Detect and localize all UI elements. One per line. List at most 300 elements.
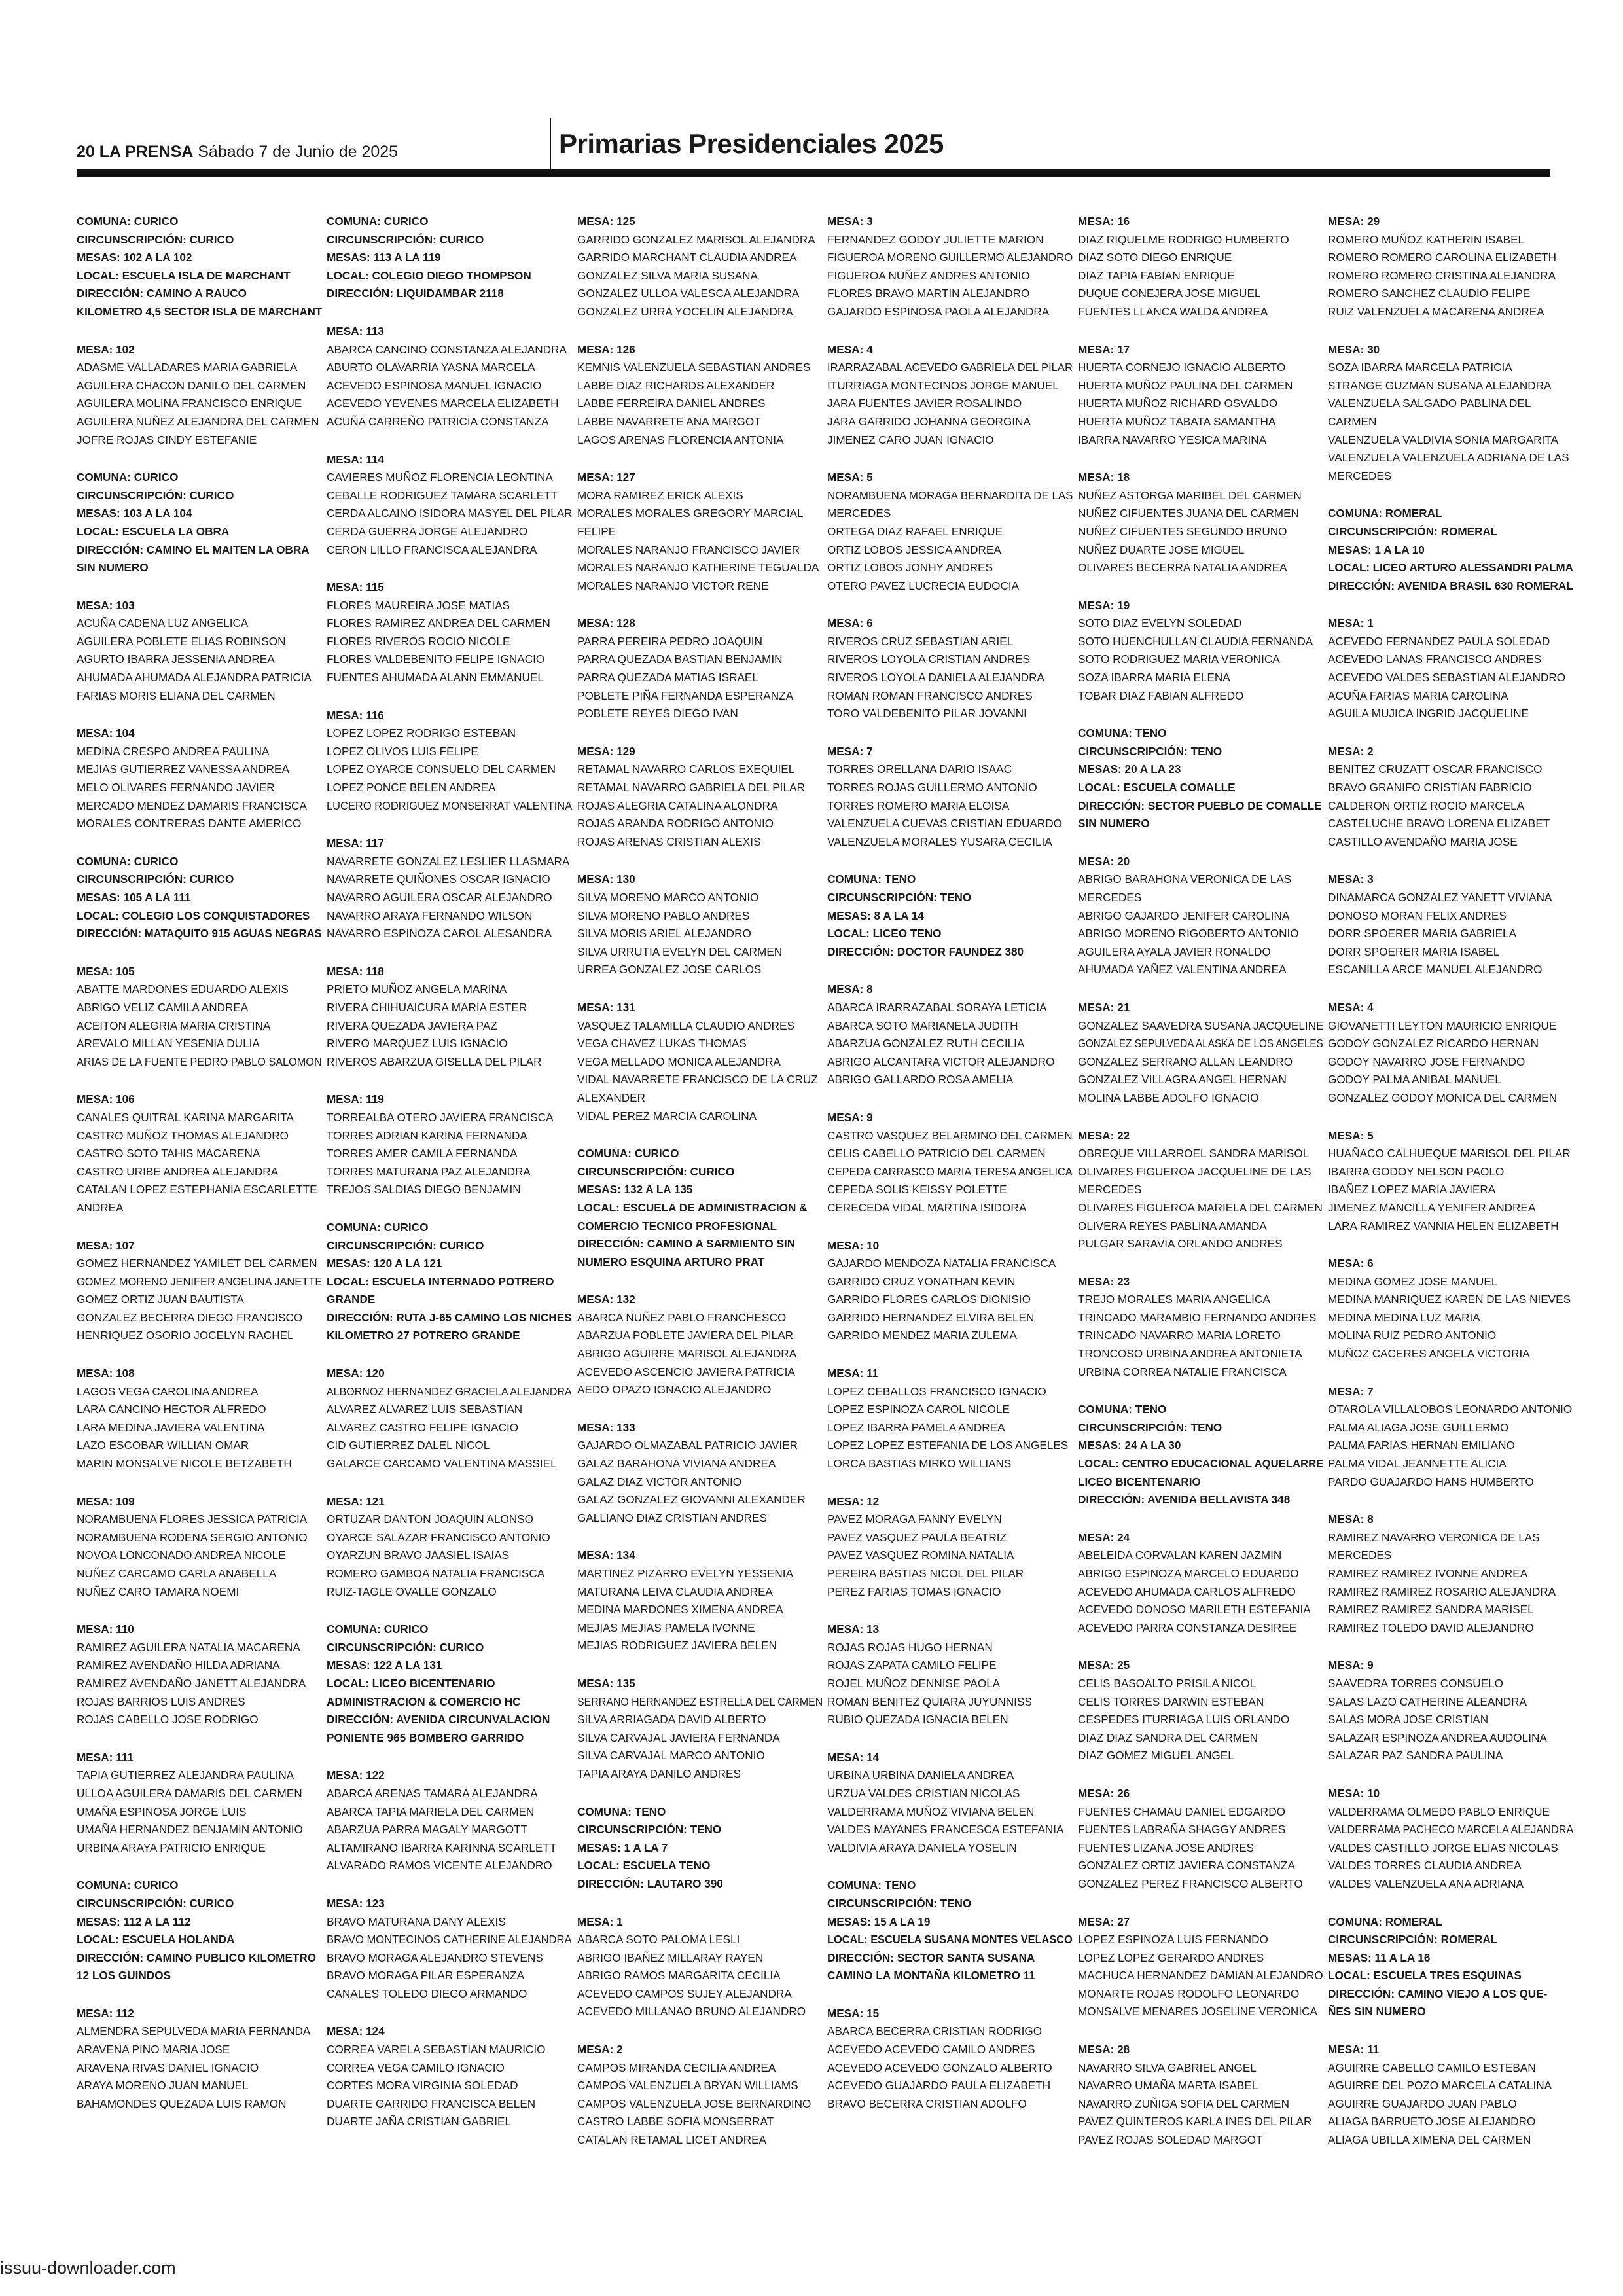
vocal-name: GARRIDO MARCHANT CLAUDIA ANDREA xyxy=(577,251,797,264)
mesa-block xyxy=(1078,1657,1327,1765)
vocal-name: FUENTES CHAMAU DANIEL EDGARDO xyxy=(1077,1804,1285,1818)
mesa-title: MESA: 2 xyxy=(577,2043,623,2056)
vocal-name: GARRIDO HERNANDEZ ELVIRA BELEN xyxy=(827,1310,1035,1324)
location-line: DIRECCIÓN: SECTOR PUEBLO DE COMALLE xyxy=(1077,798,1322,812)
vocal-name: PARRA PEREIRA PEDRO JOAQUIN xyxy=(577,634,762,648)
location-line: MESAS: 20 A LA 23 xyxy=(1077,762,1181,776)
location-line: MESAS: 105 A LA 111 xyxy=(77,891,191,904)
vocal-name: ABRIGO RAMOS MARGARITA CECILIA xyxy=(577,1969,781,1982)
vocal-name: ALIAGA UBILLA XIMENA DEL CARMEN xyxy=(1327,2133,1531,2147)
vocal-name: GALAZ BARAHONA VIVIANA ANDREA xyxy=(577,1457,776,1471)
vocal-name: ANDREA xyxy=(77,1200,124,1214)
location-line: DIRECCIÓN: SECTOR SANTA SUSANA xyxy=(827,1950,1035,1964)
mesa-block xyxy=(577,999,826,1125)
vocal-name: VASQUEZ TALAMILLA CLAUDIO ANDRES xyxy=(577,1018,794,1032)
mesa-block xyxy=(1078,853,1327,979)
vocal-name: MEDINA GOMEZ JOSE MANUEL xyxy=(1327,1274,1498,1288)
location-line: DIRECCIÓN: LIQUIDAMBAR 2118 xyxy=(327,287,505,300)
mesa-block xyxy=(327,963,575,1071)
location-line: DIRECCIÓN: RUTA J-65 CAMINO LOS NICHES xyxy=(327,1310,572,1324)
vocal-name: ACEVEDO PARRA CONSTANZA DESIREE xyxy=(1077,1621,1296,1634)
vocal-name: PARRA QUEZADA BASTIAN BENJAMIN xyxy=(577,653,783,666)
mesa-title: MESA: 13 xyxy=(827,1623,880,1636)
vocal-name: ABELEIDA CORVALAN KAREN JAZMIN xyxy=(1077,1549,1281,1562)
vocal-name: HENRIQUEZ OSORIO JOCELYN RACHEL xyxy=(77,1329,294,1342)
vocal-name: LARA CANCINO HECTOR ALFREDO xyxy=(77,1403,266,1416)
location-line: SIN NUMERO xyxy=(77,561,149,575)
vocal-name: ROJAS ARANDA RODRIGO ANTONIO xyxy=(577,817,774,831)
mesa-block xyxy=(1328,743,1577,852)
vocal-name: CASTELUCHE BRAVO LORENA ELIZABET xyxy=(1327,817,1550,831)
vocal-name: VALDES TORRES CLAUDIA ANDREA xyxy=(1327,1859,1522,1873)
vocal-name: ACEVEDO GUAJARDO PAULA ELIZABETH xyxy=(827,2079,1051,2092)
mesa-block xyxy=(327,451,575,560)
vocal-name: HUERTA CORNEJO IGNACIO ALBERTO xyxy=(1077,361,1285,374)
vocal-name: ACEVEDO AHUMADA CARLOS ALFREDO xyxy=(1077,1585,1296,1598)
vocal-name: CAVIERES MUÑOZ FLORENCIA LEONTINA xyxy=(327,471,554,484)
vocal-name: MERCEDES xyxy=(1077,891,1141,904)
mesa-block xyxy=(1078,1273,1327,1382)
location-line: COMUNA: CURICO xyxy=(327,1220,429,1234)
publication-date: Sábado 7 de Junio de 2025 xyxy=(198,143,399,161)
vocal-name: FELIPE xyxy=(577,524,616,538)
location-line: LOCAL: ESCUELA COMALLE xyxy=(1077,781,1236,795)
mesa-block xyxy=(827,1493,1076,1602)
mesa-block xyxy=(1328,1255,1577,1363)
mesa-title: MESA: 9 xyxy=(1327,1659,1374,1672)
mesa-title: MESA: 114 xyxy=(327,452,385,466)
mesa-title: MESA: 5 xyxy=(1327,1128,1374,1142)
vocal-name: GIOVANETTI LEYTON MAURICIO ENRIQUE xyxy=(1327,1018,1557,1032)
vocal-name: SAAVEDRA TORRES CONSUELO xyxy=(1327,1676,1504,1690)
vocal-name: PAVEZ QUINTEROS KARLA INES DEL PILAR xyxy=(1077,2115,1311,2128)
vocal-name: ROMERO ROMERO CAROLINA ELIZABETH xyxy=(1327,251,1557,264)
vocal-name: MACHUCA HERNANDEZ DAMIAN ALEJANDRO xyxy=(1077,1969,1323,1982)
location-line: CIRCUNSCRIPCIÓN: CURICO xyxy=(77,872,234,886)
location-line: MESAS: 120 A LA 121 xyxy=(327,1257,442,1270)
mesa-block xyxy=(1078,1785,1327,1893)
vocal-name: ROJAS ZAPATA CAMILO FELIPE xyxy=(827,1659,997,1672)
location-line: MESAS: 132 A LA 135 xyxy=(577,1183,693,1196)
vocal-name: CATALAN LOPEZ ESTEPHANIA ESCARLETTE xyxy=(77,1183,317,1196)
vocal-name: MONARTE ROJAS RODOLFO LEONARDO xyxy=(1077,1986,1299,2000)
vocal-name: ABARZUA POBLETE JAVIERA DEL PILAR xyxy=(577,1329,793,1342)
mesa-block xyxy=(1328,1657,1577,1765)
location-line: LOCAL: ESCUELA TRES ESQUINAS xyxy=(1327,1969,1522,1982)
column-4 xyxy=(827,213,1076,2176)
vocal-name: NUÑEZ CIFUENTES JUANA DEL CARMEN xyxy=(1077,507,1299,520)
mesa-block xyxy=(1328,615,1577,723)
location-line: ÑES SIN NUMERO xyxy=(1327,2005,1426,2018)
vocal-name: AREVALO MILLAN YESENIA DULIA xyxy=(77,1037,260,1050)
vocal-name: CERECEDA VIDAL MARTINA ISIDORA xyxy=(827,1200,1027,1214)
vocal-name: ABRIGO GAJARDO JENIFER CAROLINA xyxy=(1077,908,1289,922)
vocal-name: IBAÑEZ LOPEZ MARIA JAVIERA xyxy=(1327,1183,1496,1196)
vocal-name: ABARCA ARENAS TAMARA ALEJANDRA xyxy=(327,1786,539,1800)
mesa-title: MESA: 3 xyxy=(1327,872,1374,886)
vocal-name: FUENTES LIZANA JOSE ANDRES xyxy=(1077,1840,1254,1854)
vocal-name: ABRIGO ESPINOZA MARCELO EDUARDO xyxy=(1077,1567,1299,1580)
vocal-name: DIAZ GOMEZ MIGUEL ANGEL xyxy=(1077,1749,1234,1763)
location-line: DIRECCIÓN: CAMINO PUBLICO KILOMETRO xyxy=(77,1950,317,1964)
vocal-name: RETAMAL NAVARRO CARLOS EXEQUIEL xyxy=(577,762,795,776)
location-line: COMUNA: CURICO xyxy=(327,1623,429,1636)
vocal-name: TREJOS SALDIAS DIEGO BENJAMIN xyxy=(327,1183,522,1196)
mesa-block xyxy=(77,2005,325,2113)
mesa-block xyxy=(1078,213,1327,321)
vocal-name: POBLETE REYES DIEGO IVAN xyxy=(577,707,738,721)
vocal-name: AGURTO IBARRA JESSENIA ANDREA xyxy=(77,653,275,666)
vocal-name: CAMPOS MIRANDA CECILIA ANDREA xyxy=(577,2060,776,2074)
vocal-name: BAHAMONDES QUEZADA LUIS RAMON xyxy=(77,2096,287,2110)
vocal-name: JARA GARRIDO JOHANNA GEORGINA xyxy=(827,414,1031,428)
location-line: CIRCUNSCRIPCIÓN: CURICO xyxy=(77,488,234,502)
vocal-name: PAVEZ VASQUEZ PAULA BEATRIZ xyxy=(827,1530,1007,1544)
vocal-name: ACUÑA CARREÑO PATRICIA CONSTANZA xyxy=(327,414,549,428)
vocal-name: SOTO RODRIGUEZ MARIA VERONICA xyxy=(1077,653,1280,666)
vocal-name: POBLETE PIÑA FERNANDA ESPERANZA xyxy=(577,689,793,702)
vocal-name: TORRES AMER CAMILA FERNANDA xyxy=(327,1147,518,1160)
mesa-block xyxy=(77,597,325,706)
vocal-name: ULLOA AGUILERA DAMARIS DEL CARMEN xyxy=(77,1786,302,1800)
vocal-name: ABRIGO AGUIRRE MARISOL ALEJANDRA xyxy=(577,1347,796,1361)
mesa-block xyxy=(577,1547,826,1655)
mesa-title: MESA: 6 xyxy=(1327,1257,1374,1270)
vocal-name: LOPEZ LOPEZ ESTEFANIA DE LOS ANGELES xyxy=(827,1439,1069,1452)
vocal-name: URBINA URBINA DANIELA ANDREA xyxy=(827,1768,1014,1782)
vocal-name: LOPEZ OLIVOS LUIS FELIPE xyxy=(327,744,479,758)
vocal-name: SILVA ARRIAGADA DAVID ALBERTO xyxy=(577,1713,766,1727)
polling-location-info xyxy=(77,213,325,321)
vocal-name: DUARTE JAÑA CRISTIAN GABRIEL xyxy=(327,2115,512,2128)
mesa-title: MESA: 135 xyxy=(577,1676,635,1690)
vocal-name: LORCA BASTIAS MIRKO WILLIANS xyxy=(827,1457,1012,1471)
vocal-name: SILVA MORENO MARCO ANTONIO xyxy=(577,891,759,904)
mesa-title: MESA: 1 xyxy=(577,1914,623,1928)
location-line: DIRECCIÓN: CAMINO A RAUCO xyxy=(77,287,247,300)
mesa-title: MESA: 111 xyxy=(77,1750,134,1764)
mesa-block xyxy=(1078,1913,1327,2022)
vocal-name: CANALES TOLEDO DIEGO ARMANDO xyxy=(327,1986,527,2000)
vocal-name: URBINA CORREA NATALIE FRANCISCA xyxy=(1077,1365,1287,1378)
vocal-name: ABARCA NUÑEZ PABLO FRANCHESCO xyxy=(577,1310,786,1324)
vocal-name: ARAVENA RIVAS DANIEL IGNACIO xyxy=(77,2060,259,2074)
vocal-name: VALDES MAYANES FRANCESCA ESTEFANIA xyxy=(827,1823,1064,1837)
vocal-name: FIGUEROA MORENO GUILLERMO ALEJANDRO xyxy=(827,251,1073,264)
vocal-name: CARMEN xyxy=(1327,414,1377,428)
vocal-name: MORALES CONTRERAS DANTE AMERICO xyxy=(77,817,302,831)
polling-location-info xyxy=(327,1219,575,1345)
mesa-block xyxy=(827,1365,1076,1473)
vocal-name: ROJAS ROJAS HUGO HERNAN xyxy=(827,1640,993,1654)
vocal-name: RAMIREZ RAMIREZ SANDRA MARISEL xyxy=(1327,1603,1534,1617)
vocal-name: LOPEZ ESPINOZA CAROL NICOLE xyxy=(827,1403,1010,1416)
vocal-name: JIMENEZ MANCILLA YENIFER ANDREA xyxy=(1327,1200,1536,1214)
vocal-name: PAVEZ VASQUEZ ROMINA NATALIA xyxy=(827,1549,1014,1562)
mesa-block xyxy=(827,743,1076,852)
vocal-name: MORA RAMIREZ ERICK ALEXIS xyxy=(577,488,743,502)
vocal-name: ROJAS ARENAS CRISTIAN ALEXIS xyxy=(577,834,761,848)
location-line: COMUNA: CURICO xyxy=(327,215,429,228)
vocal-name: MEJIAS GUTIERREZ VANESSA ANDREA xyxy=(77,762,289,776)
vocal-name: SERRANO HERNANDEZ ESTRELLA DEL CARMEN xyxy=(577,1695,823,1708)
mesa-block xyxy=(77,341,325,450)
vocal-name: VIDAL NAVARRETE FRANCISCO DE LA CRUZ xyxy=(577,1073,818,1086)
watermark: issuu-downloader.com xyxy=(0,2258,176,2278)
mesa-title: MESA: 7 xyxy=(1327,1384,1374,1398)
location-line: LOCAL: ESCUELA INTERNADO POTRERO xyxy=(327,1274,554,1288)
vocal-name: PEREZ FARIAS TOMAS IGNACIO xyxy=(827,1585,1001,1598)
vocal-name: PULGAR SARAVIA ORLANDO ANDRES xyxy=(1077,1237,1283,1251)
vocal-name: LARA MEDINA JAVIERA VALENTINA xyxy=(77,1420,265,1434)
location-line: CIRCUNSCRIPCIÓN: CURICO xyxy=(327,1238,484,1252)
vocal-name: FLORES BRAVO MARTIN ALEJANDRO xyxy=(827,287,1030,300)
location-line: SIN NUMERO xyxy=(1077,817,1150,831)
vocal-name: FIGUEROA NUÑEZ ANDRES ANTONIO xyxy=(827,268,1030,282)
mesa-title: MESA: 17 xyxy=(1077,342,1130,356)
vocal-name: LAGOS ARENAS FLORENCIA ANTONIA xyxy=(577,433,784,446)
vocal-name: MEDINA MEDINA LUZ MARIA xyxy=(1327,1310,1480,1324)
vocal-name: GALLIANO DIAZ CRISTIAN ANDRES xyxy=(577,1511,767,1524)
mesa-block xyxy=(77,725,325,833)
vocal-name: GOMEZ HERNANDEZ YAMILET DEL CARMEN xyxy=(77,1257,317,1270)
location-line: DIRECCIÓN: MATAQUITO 915 AGUAS NEGRAS xyxy=(77,927,322,941)
vocal-name: VALENZUELA CUEVAS CRISTIAN EDUARDO xyxy=(827,817,1063,831)
mesa-title: MESA: 11 xyxy=(1327,2043,1380,2056)
mesa-block xyxy=(827,341,1076,450)
vocal-name: LOPEZ LOPEZ RODRIGO ESTEBAN xyxy=(327,726,516,740)
mesa-title: MESA: 16 xyxy=(1077,215,1130,228)
vocal-name: CEPEDA CARRASCO MARIA TERESA ANGELICA xyxy=(827,1164,1073,1178)
mesa-title: MESA: 115 xyxy=(327,581,385,594)
vocal-name: IBARRA GODOY NELSON PAOLO xyxy=(1327,1164,1505,1178)
mesa-block xyxy=(1078,1127,1327,1253)
location-line: CIRCUNSCRIPCIÓN: ROMERAL xyxy=(1327,1933,1498,1946)
vocal-name: GODOY NAVARRO JOSE FERNANDO xyxy=(1327,1054,1525,1068)
page-number: 20 xyxy=(77,143,95,161)
mesa-block xyxy=(1078,597,1327,706)
vocal-name: ABRIGO BARAHONA VERONICA DE LAS xyxy=(1077,872,1291,886)
location-line: CIRCUNSCRIPCIÓN: ROMERAL xyxy=(1327,524,1498,538)
column-6 xyxy=(1328,213,1577,2176)
location-line: COMUNA: CURICO xyxy=(77,854,179,868)
vocal-name: NAVARRO UMAÑA MARTA ISABEL xyxy=(1077,2079,1258,2092)
vocal-name: UMAÑA ESPINOSA JORGE LUIS xyxy=(77,1804,247,1818)
vocal-name: SALAS LAZO CATHERINE ALEANDRA xyxy=(1327,1695,1527,1708)
vocal-name: ABARZUA GONZALEZ RUTH CECILIA xyxy=(827,1037,1025,1050)
mesa-title: MESA: 133 xyxy=(577,1420,635,1434)
vocal-name: MORALES MORALES GREGORY MARCIAL xyxy=(577,507,804,520)
vocal-name: OLIVARES BECERRA NATALIA ANDREA xyxy=(1077,561,1287,575)
header-rule xyxy=(77,169,1550,177)
vocal-name: GAJARDO ESPINOSA PAOLA ALEJANDRA xyxy=(827,304,1050,318)
polling-location-info xyxy=(327,1621,575,1747)
vocal-name: TORRES ADRIAN KARINA FERNANDA xyxy=(327,1128,528,1142)
vocal-name: DONOSO MORAN FELIX ANDRES xyxy=(1327,908,1507,922)
location-line: CIRCUNSCRIPCIÓN: TENO xyxy=(827,1896,972,1910)
mesa-title: MESA: 130 xyxy=(577,872,635,886)
location-line: CIRCUNSCRIPCIÓN: TENO xyxy=(577,1823,722,1837)
vocal-name: VALDERRAMA PACHECO MARCELA ALEJANDRA xyxy=(1327,1823,1574,1837)
vocal-name: SOZA IBARRA MARCELA PATRICIA xyxy=(1327,361,1512,374)
vocal-name: GODOY PALMA ANIBAL MANUEL xyxy=(1327,1073,1501,1086)
mesa-title: MESA: 116 xyxy=(327,708,385,722)
vocal-name: NAVARRO AGUILERA OSCAR ALEJANDRO xyxy=(327,891,553,904)
vocal-name: ESCANILLA ARCE MANUEL ALEJANDRO xyxy=(1327,963,1543,977)
vocal-name: ROJAS CABELLO JOSE RODRIGO xyxy=(77,1713,259,1727)
vocal-name: GONZALEZ GODOY MONICA DEL CARMEN xyxy=(1327,1090,1557,1104)
vocal-name: SILVA CARVAJAL JAVIERA FERNANDA xyxy=(577,1731,780,1744)
location-line: LOCAL: CENTRO EDUCACIONAL AQUELARRE xyxy=(1077,1457,1323,1471)
location-line: COMUNA: TENO xyxy=(577,1804,666,1818)
vocal-name: BRAVO MORAGA ALEJANDRO STEVENS xyxy=(327,1950,544,1964)
vocal-name: JIMENEZ CARO JUAN IGNACIO xyxy=(827,433,994,446)
vocal-name: CATALAN RETAMAL LICET ANDREA xyxy=(577,2133,766,2147)
vocal-name: TRINCADO MARAMBIO FERNANDO ANDRES xyxy=(1077,1310,1316,1324)
polling-location-info xyxy=(827,870,1076,961)
vocal-name: GAJARDO MENDOZA NATALIA FRANCISCA xyxy=(827,1257,1056,1270)
location-line: NUMERO ESQUINA ARTURO PRAT xyxy=(577,1255,765,1268)
vocal-name: ACEVEDO LANAS FRANCISCO ANDRES xyxy=(1327,653,1542,666)
vocal-name: AGUILERA AYALA JAVIER RONALDO xyxy=(1077,944,1271,958)
vocal-name: NORAMBUENA RODENA SERGIO ANTONIO xyxy=(77,1530,308,1544)
location-line: MESAS: 24 A LA 30 xyxy=(1077,1439,1181,1452)
vocal-name: ARAYA MORENO JUAN MANUEL xyxy=(77,2079,249,2092)
vocal-name: VALDIVIA ARAYA DANIELA YOSELIN xyxy=(827,1840,1017,1854)
vocal-name: CAMPOS VALENZUELA JOSE BERNARDINO xyxy=(577,2096,812,2110)
vocal-name: CERDA ALCAINO ISIDORA MASYEL DEL PILAR xyxy=(327,507,573,520)
location-line: MESAS: 102 A LA 102 xyxy=(77,251,192,264)
vocal-name: DORR SPOERER MARIA ISABEL xyxy=(1327,944,1500,958)
vocal-name: RIVEROS CRUZ SEBASTIAN ARIEL xyxy=(827,634,1014,648)
vocal-name: GONZALEZ BECERRA DIEGO FRANCISCO xyxy=(77,1310,303,1324)
polling-location-info xyxy=(77,853,325,943)
vocal-name: BRAVO GRANIFO CRISTIAN FABRICIO xyxy=(1327,781,1532,795)
location-line: DIRECCIÓN: CAMINO EL MAITEN LA OBRA xyxy=(77,543,310,556)
location-line: COMUNA: CURICO xyxy=(77,215,179,228)
location-line: LOCAL: COLEGIO DIEGO THOMPSON xyxy=(327,268,532,282)
mesa-block xyxy=(827,213,1076,321)
vocal-name: NUÑEZ ASTORGA MARIBEL DEL CARMEN xyxy=(1077,488,1302,502)
vocal-name: DINAMARCA GONZALEZ YANETT VIVIANA xyxy=(1327,891,1552,904)
vocal-name: ACEVEDO FERNANDEZ PAULA SOLEDAD xyxy=(1327,634,1550,648)
vocal-name: LAGOS VEGA CAROLINA ANDREA xyxy=(77,1384,259,1398)
vocal-name: FUENTES AHUMADA ALANN EMMANUEL xyxy=(327,671,544,685)
vocal-name: MEJIAS RODRIGUEZ JAVIERA BELEN xyxy=(577,1639,777,1653)
vocal-name: RETAMAL NAVARRO GABRIELA DEL PILAR xyxy=(577,781,805,795)
vocal-name: SALAZAR PAZ SANDRA PAULINA xyxy=(1327,1749,1503,1763)
vocal-name: ROMERO GAMBOA NATALIA FRANCISCA xyxy=(327,1567,545,1580)
mesa-block xyxy=(327,579,575,687)
location-line: DIRECCIÓN: AVENIDA BRASIL 630 ROMERAL xyxy=(1327,579,1573,592)
mesa-title: MESA: 12 xyxy=(827,1494,880,1508)
vocal-name: ACEVEDO DONOSO MARILETH ESTEFANIA xyxy=(1077,1603,1311,1617)
mesa-block xyxy=(827,1237,1076,1346)
vocal-name: TRINCADO NAVARRO MARIA LORETO xyxy=(1077,1329,1281,1342)
mesa-block xyxy=(1078,341,1327,450)
vocal-name: CASTRO URIBE ANDREA ALEJANDRA xyxy=(77,1164,279,1178)
vocal-name: ABRIGO ALCANTARA VICTOR ALEJANDRO xyxy=(827,1054,1055,1068)
vocal-name: PARDO GUAJARDO HANS HUMBERTO xyxy=(1327,1475,1534,1488)
mesa-title: MESA: 122 xyxy=(327,1768,385,1782)
location-line: COMUNA: TENO xyxy=(827,1878,916,1892)
vocal-name: ALVAREZ ALVAREZ LUIS SEBASTIAN xyxy=(327,1403,523,1416)
mesa-block xyxy=(1328,999,1577,1107)
vocal-name: RAMIREZ AGUILERA NATALIA MACARENA xyxy=(77,1640,300,1654)
mesa-title: MESA: 18 xyxy=(1077,471,1130,484)
vocal-name: CALDERON ORTIZ ROCIO MARCELA xyxy=(1327,798,1525,812)
vocal-name: CASTRO MUÑOZ THOMAS ALEJANDRO xyxy=(77,1128,289,1142)
vocal-name: NAVARRO ARAYA FERNANDO WILSON xyxy=(327,908,533,922)
vocal-name: GALARCE CARCAMO VALENTINA MASSIEL xyxy=(327,1457,558,1471)
vocal-name: RIVERA QUEZADA JAVIERA PAZ xyxy=(327,1018,498,1032)
mesa-block xyxy=(577,615,826,723)
vocal-name: BRAVO BECERRA CRISTIAN ADOLFO xyxy=(827,2096,1027,2110)
location-line: COMUNA: TENO xyxy=(827,872,916,886)
mesa-title: MESA: 7 xyxy=(827,744,873,758)
location-line: DIRECCIÓN: CAMINO A SARMIENTO SIN xyxy=(577,1237,795,1251)
vocal-name: VEGA CHAVEZ LUKAS THOMAS xyxy=(577,1037,747,1050)
vocal-name: NORAMBUENA FLORES JESSICA PATRICIA xyxy=(77,1513,308,1526)
vocal-name: TAPIA GUTIERREZ ALEJANDRA PAULINA xyxy=(77,1768,294,1782)
vocal-name: IRARRAZABAL ACEVEDO GABRIELA DEL PILAR xyxy=(827,361,1073,374)
mesa-block xyxy=(77,1237,325,1346)
vocal-name: LABBE NAVARRETE ANA MARGOT xyxy=(577,414,761,428)
vocal-name: IBARRA NAVARRO YESICA MARINA xyxy=(1077,433,1266,446)
vocal-name: BRAVO MONTECINOS CATHERINE ALEJANDRA xyxy=(327,1933,572,1946)
location-line: COMUNA: ROMERAL xyxy=(1327,1914,1442,1928)
vocal-name: CERDA GUERRA JORGE ALEJANDRO xyxy=(327,524,528,538)
vocal-name: DIAZ RIQUELME RODRIGO HUMBERTO xyxy=(1077,232,1289,246)
vocal-name: VALENZUELA VALENZUELA ADRIANA DE LAS xyxy=(1327,451,1569,465)
vocal-name: FLORES RIVEROS ROCIO NICOLE xyxy=(327,634,510,648)
vocal-name: ITURRIAGA MONTECINOS JORGE MANUEL xyxy=(827,378,1059,392)
mesa-title: MESA: 29 xyxy=(1327,215,1380,228)
vocal-name: ROMERO MUÑOZ KATHERIN ISABEL xyxy=(1327,232,1525,246)
mesa-block xyxy=(1078,1529,1327,1638)
mesa-block xyxy=(827,1749,1076,1857)
location-line: CIRCUNSCRIPCIÓN: CURICO xyxy=(327,1640,484,1654)
vocal-name: NAVARRETE QUIÑONES OSCAR IGNACIO xyxy=(327,872,551,886)
location-line: DIRECCIÓN: AVENIDA CIRCUNVALACION xyxy=(327,1713,550,1727)
vocal-name: FUENTES LLANCA WALDA ANDREA xyxy=(1077,304,1268,318)
vocal-name: DORR SPOERER MARIA GABRIELA xyxy=(1327,927,1517,941)
polling-location-info xyxy=(1328,1913,1577,2022)
vocal-name: OLIVARES FIGUEROA JACQUELINE DE LAS xyxy=(1077,1164,1311,1178)
vocal-name: LOPEZ PONCE BELEN ANDREA xyxy=(327,781,496,795)
vocal-name: RAMIREZ AVENDAÑO HILDA ADRIANA xyxy=(77,1659,280,1672)
vocal-name: AHUMADA YAÑEZ VALENTINA ANDREA xyxy=(1077,963,1287,977)
mesa-block xyxy=(327,1767,575,1875)
location-line: COMUNA: TENO xyxy=(1077,726,1166,740)
vocal-name: VALDERRAMA MUÑOZ VIVIANA BELEN xyxy=(827,1804,1035,1818)
mesa-title: MESA: 119 xyxy=(327,1092,385,1106)
mesa-title: MESA: 4 xyxy=(827,342,873,356)
location-line: MESAS: 122 A LA 131 xyxy=(327,1659,442,1672)
vocal-name: GONZALEZ SERRANO ALLAN LEANDRO xyxy=(1077,1054,1293,1068)
mesa-title: MESA: 8 xyxy=(827,982,873,996)
vocal-name: URREA GONZALEZ JOSE CARLOS xyxy=(577,963,762,977)
publication-name: LA PRENSA xyxy=(99,143,194,161)
vocal-name: VALDERRAMA OLMEDO PABLO ENRIQUE xyxy=(1327,1804,1550,1818)
vocal-name: GONZALEZ URRA YOCELIN ALEJANDRA xyxy=(577,304,793,318)
header-divider xyxy=(550,118,551,170)
vocal-name: ACEVEDO ASCENCIO JAVIERA PATRICIA xyxy=(577,1365,795,1378)
vocal-name: RUBIO QUEZADA IGNACIA BELEN xyxy=(827,1713,1008,1727)
vocal-name: TORRES ROMERO MARIA ELOISA xyxy=(827,798,1010,812)
vocal-name: PAVEZ MORAGA FANNY EVELYN xyxy=(827,1513,1002,1526)
vocal-name: GOMEZ MORENO JENIFER ANGELINA JANETTE xyxy=(77,1274,323,1288)
